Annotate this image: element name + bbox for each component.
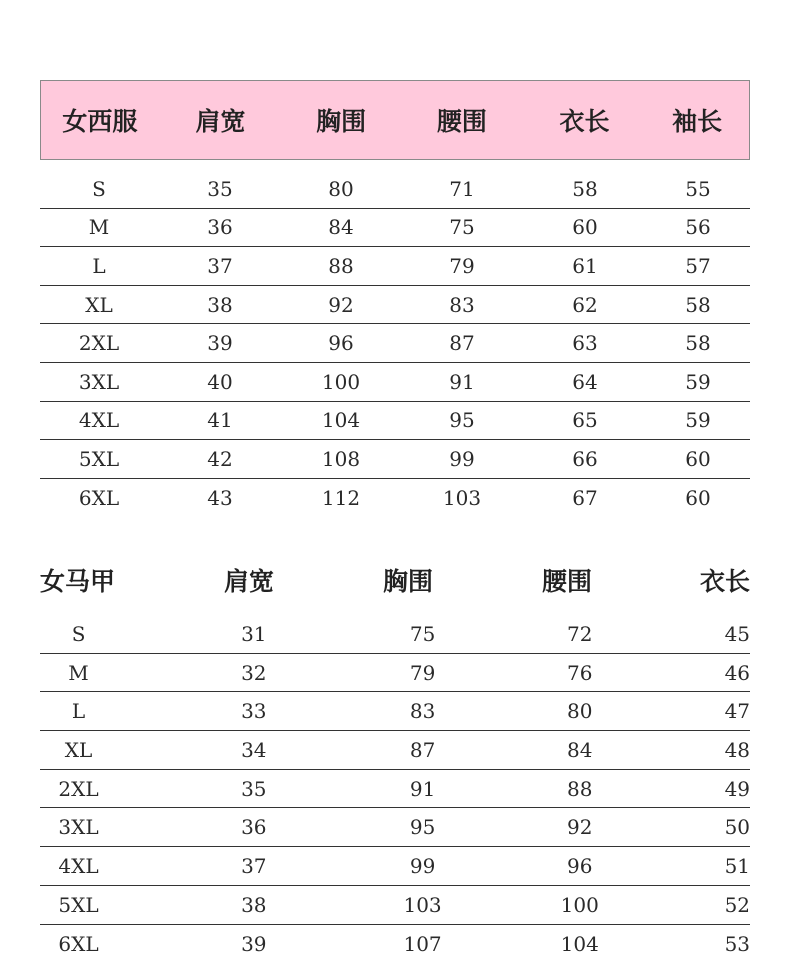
table-cell: 80 <box>282 177 400 201</box>
table-cell: 83 <box>399 699 447 723</box>
table-cell: 65 <box>524 408 646 432</box>
table-row <box>40 692 750 731</box>
table-cell: 84 <box>556 738 604 762</box>
table-cell: 64 <box>524 370 646 394</box>
table-cell: 95 <box>400 408 524 432</box>
table-cell: 31 <box>167 622 340 646</box>
vest-header-cell: 胸围 <box>380 562 436 598</box>
table-cell: 84 <box>282 215 400 239</box>
table-cell: 36 <box>158 215 282 239</box>
table-cell: L <box>40 254 158 278</box>
table-cell: 100 <box>282 370 400 394</box>
table-cell: 59 <box>646 408 750 432</box>
table-cell: 87 <box>400 331 524 355</box>
vest-header-cell: 衣长 <box>694 562 750 598</box>
vest-header-cell: 肩宽 <box>118 562 380 598</box>
table-cell: 87 <box>399 738 447 762</box>
table-cell: 3XL <box>40 815 117 839</box>
table-cell: 55 <box>646 177 750 201</box>
table-cell: 96 <box>556 854 604 878</box>
table-row <box>40 925 750 963</box>
table-row <box>40 886 750 925</box>
table-cell: 60 <box>524 215 646 239</box>
vest-header-cell: 腰围 <box>436 562 698 598</box>
table-row <box>40 247 750 286</box>
table-cell: 60 <box>646 486 750 510</box>
table-row <box>40 654 750 693</box>
table-cell: 49 <box>702 777 750 801</box>
table-cell: 103 <box>399 893 447 917</box>
table-cell: 39 <box>158 331 282 355</box>
table-cell: S <box>40 622 117 646</box>
table-cell: XL <box>40 738 117 762</box>
table-cell: 99 <box>399 854 447 878</box>
table-cell: 37 <box>167 854 340 878</box>
table-cell: 57 <box>646 254 750 278</box>
table-row <box>40 440 750 479</box>
table-cell: 2XL <box>40 777 117 801</box>
table-cell: 61 <box>524 254 646 278</box>
table-cell: 100 <box>556 893 604 917</box>
table-cell: 38 <box>167 893 340 917</box>
table-cell: S <box>40 177 158 201</box>
table-cell: 46 <box>702 661 750 685</box>
table-cell: 95 <box>399 815 447 839</box>
vest-header-row <box>40 560 750 600</box>
table-cell: 88 <box>282 254 400 278</box>
table-cell: 80 <box>556 699 604 723</box>
table-cell: 47 <box>702 699 750 723</box>
table-cell: 75 <box>400 215 524 239</box>
table-cell: 67 <box>524 486 646 510</box>
table-cell: 99 <box>400 447 524 471</box>
table-cell: 32 <box>167 661 340 685</box>
jacket-rows <box>40 170 750 517</box>
table-cell: 53 <box>702 932 750 956</box>
table-cell: 75 <box>399 622 447 646</box>
table-cell: 79 <box>400 254 524 278</box>
table-cell: 107 <box>399 932 447 956</box>
table-row <box>40 479 750 518</box>
table-cell: 103 <box>400 486 524 510</box>
table-cell: M <box>40 215 158 239</box>
table-row <box>40 324 750 363</box>
table-cell: 43 <box>158 486 282 510</box>
table-cell: 2XL <box>40 331 158 355</box>
table-cell: 112 <box>282 486 400 510</box>
table-cell: 33 <box>167 699 340 723</box>
table-cell: 39 <box>167 932 340 956</box>
table-cell: 5XL <box>40 893 117 917</box>
table-cell: 91 <box>399 777 447 801</box>
table-cell: 58 <box>524 177 646 201</box>
table-cell: 6XL <box>40 486 158 510</box>
table-cell: 42 <box>158 447 282 471</box>
table-row <box>40 402 750 441</box>
table-row <box>40 770 750 809</box>
table-row <box>40 170 750 209</box>
table-cell: 63 <box>524 331 646 355</box>
jacket-header-cell: 胸围 <box>282 102 400 138</box>
table-cell: 4XL <box>40 854 117 878</box>
table-row <box>40 808 750 847</box>
table-cell: 48 <box>702 738 750 762</box>
table-cell: 34 <box>167 738 340 762</box>
table-cell: 38 <box>158 293 282 317</box>
table-cell: 96 <box>282 331 400 355</box>
table-cell: 92 <box>282 293 400 317</box>
table-cell: 35 <box>158 177 282 201</box>
jacket-header-cell: 衣长 <box>524 102 646 138</box>
table-cell: 104 <box>282 408 400 432</box>
table-row <box>40 615 750 654</box>
jacket-header-cell: 袖长 <box>645 102 749 138</box>
table-cell: 3XL <box>40 370 158 394</box>
table-cell: 56 <box>646 215 750 239</box>
table-row <box>40 847 750 886</box>
table-cell: 66 <box>524 447 646 471</box>
table-cell: 59 <box>646 370 750 394</box>
table-cell: 76 <box>556 661 604 685</box>
vest-header-cell: 女马甲 <box>40 562 118 598</box>
table-cell: 83 <box>400 293 524 317</box>
table-cell: 79 <box>399 661 447 685</box>
vest-size-table <box>40 560 750 963</box>
table-cell: 108 <box>282 447 400 471</box>
table-cell: 104 <box>556 932 604 956</box>
table-row <box>40 286 750 325</box>
table-cell: 50 <box>702 815 750 839</box>
table-cell: 60 <box>646 447 750 471</box>
table-row <box>40 209 750 248</box>
table-cell: M <box>40 661 117 685</box>
jacket-header-cell: 腰围 <box>400 102 524 138</box>
table-row <box>40 731 750 770</box>
jacket-header-cell: 肩宽 <box>159 102 283 138</box>
table-cell: 37 <box>158 254 282 278</box>
table-cell: 6XL <box>40 932 117 956</box>
table-cell: 45 <box>702 622 750 646</box>
table-cell: 58 <box>646 293 750 317</box>
table-cell: 71 <box>400 177 524 201</box>
table-cell: 88 <box>556 777 604 801</box>
table-row <box>40 363 750 402</box>
vest-rows <box>40 615 750 963</box>
table-cell: 35 <box>167 777 340 801</box>
table-cell: 91 <box>400 370 524 394</box>
table-cell: 5XL <box>40 447 158 471</box>
jacket-size-table <box>40 80 750 517</box>
table-cell: 51 <box>702 854 750 878</box>
jacket-header-row <box>40 80 750 160</box>
table-cell: 36 <box>167 815 340 839</box>
table-cell: 41 <box>158 408 282 432</box>
table-cell: XL <box>40 293 158 317</box>
table-cell: 40 <box>158 370 282 394</box>
table-cell: L <box>40 699 117 723</box>
jacket-header-cell: 女西服 <box>41 102 159 138</box>
table-cell: 92 <box>556 815 604 839</box>
table-cell: 58 <box>646 331 750 355</box>
table-cell: 4XL <box>40 408 158 432</box>
table-cell: 62 <box>524 293 646 317</box>
table-cell: 72 <box>556 622 604 646</box>
table-cell: 52 <box>702 893 750 917</box>
